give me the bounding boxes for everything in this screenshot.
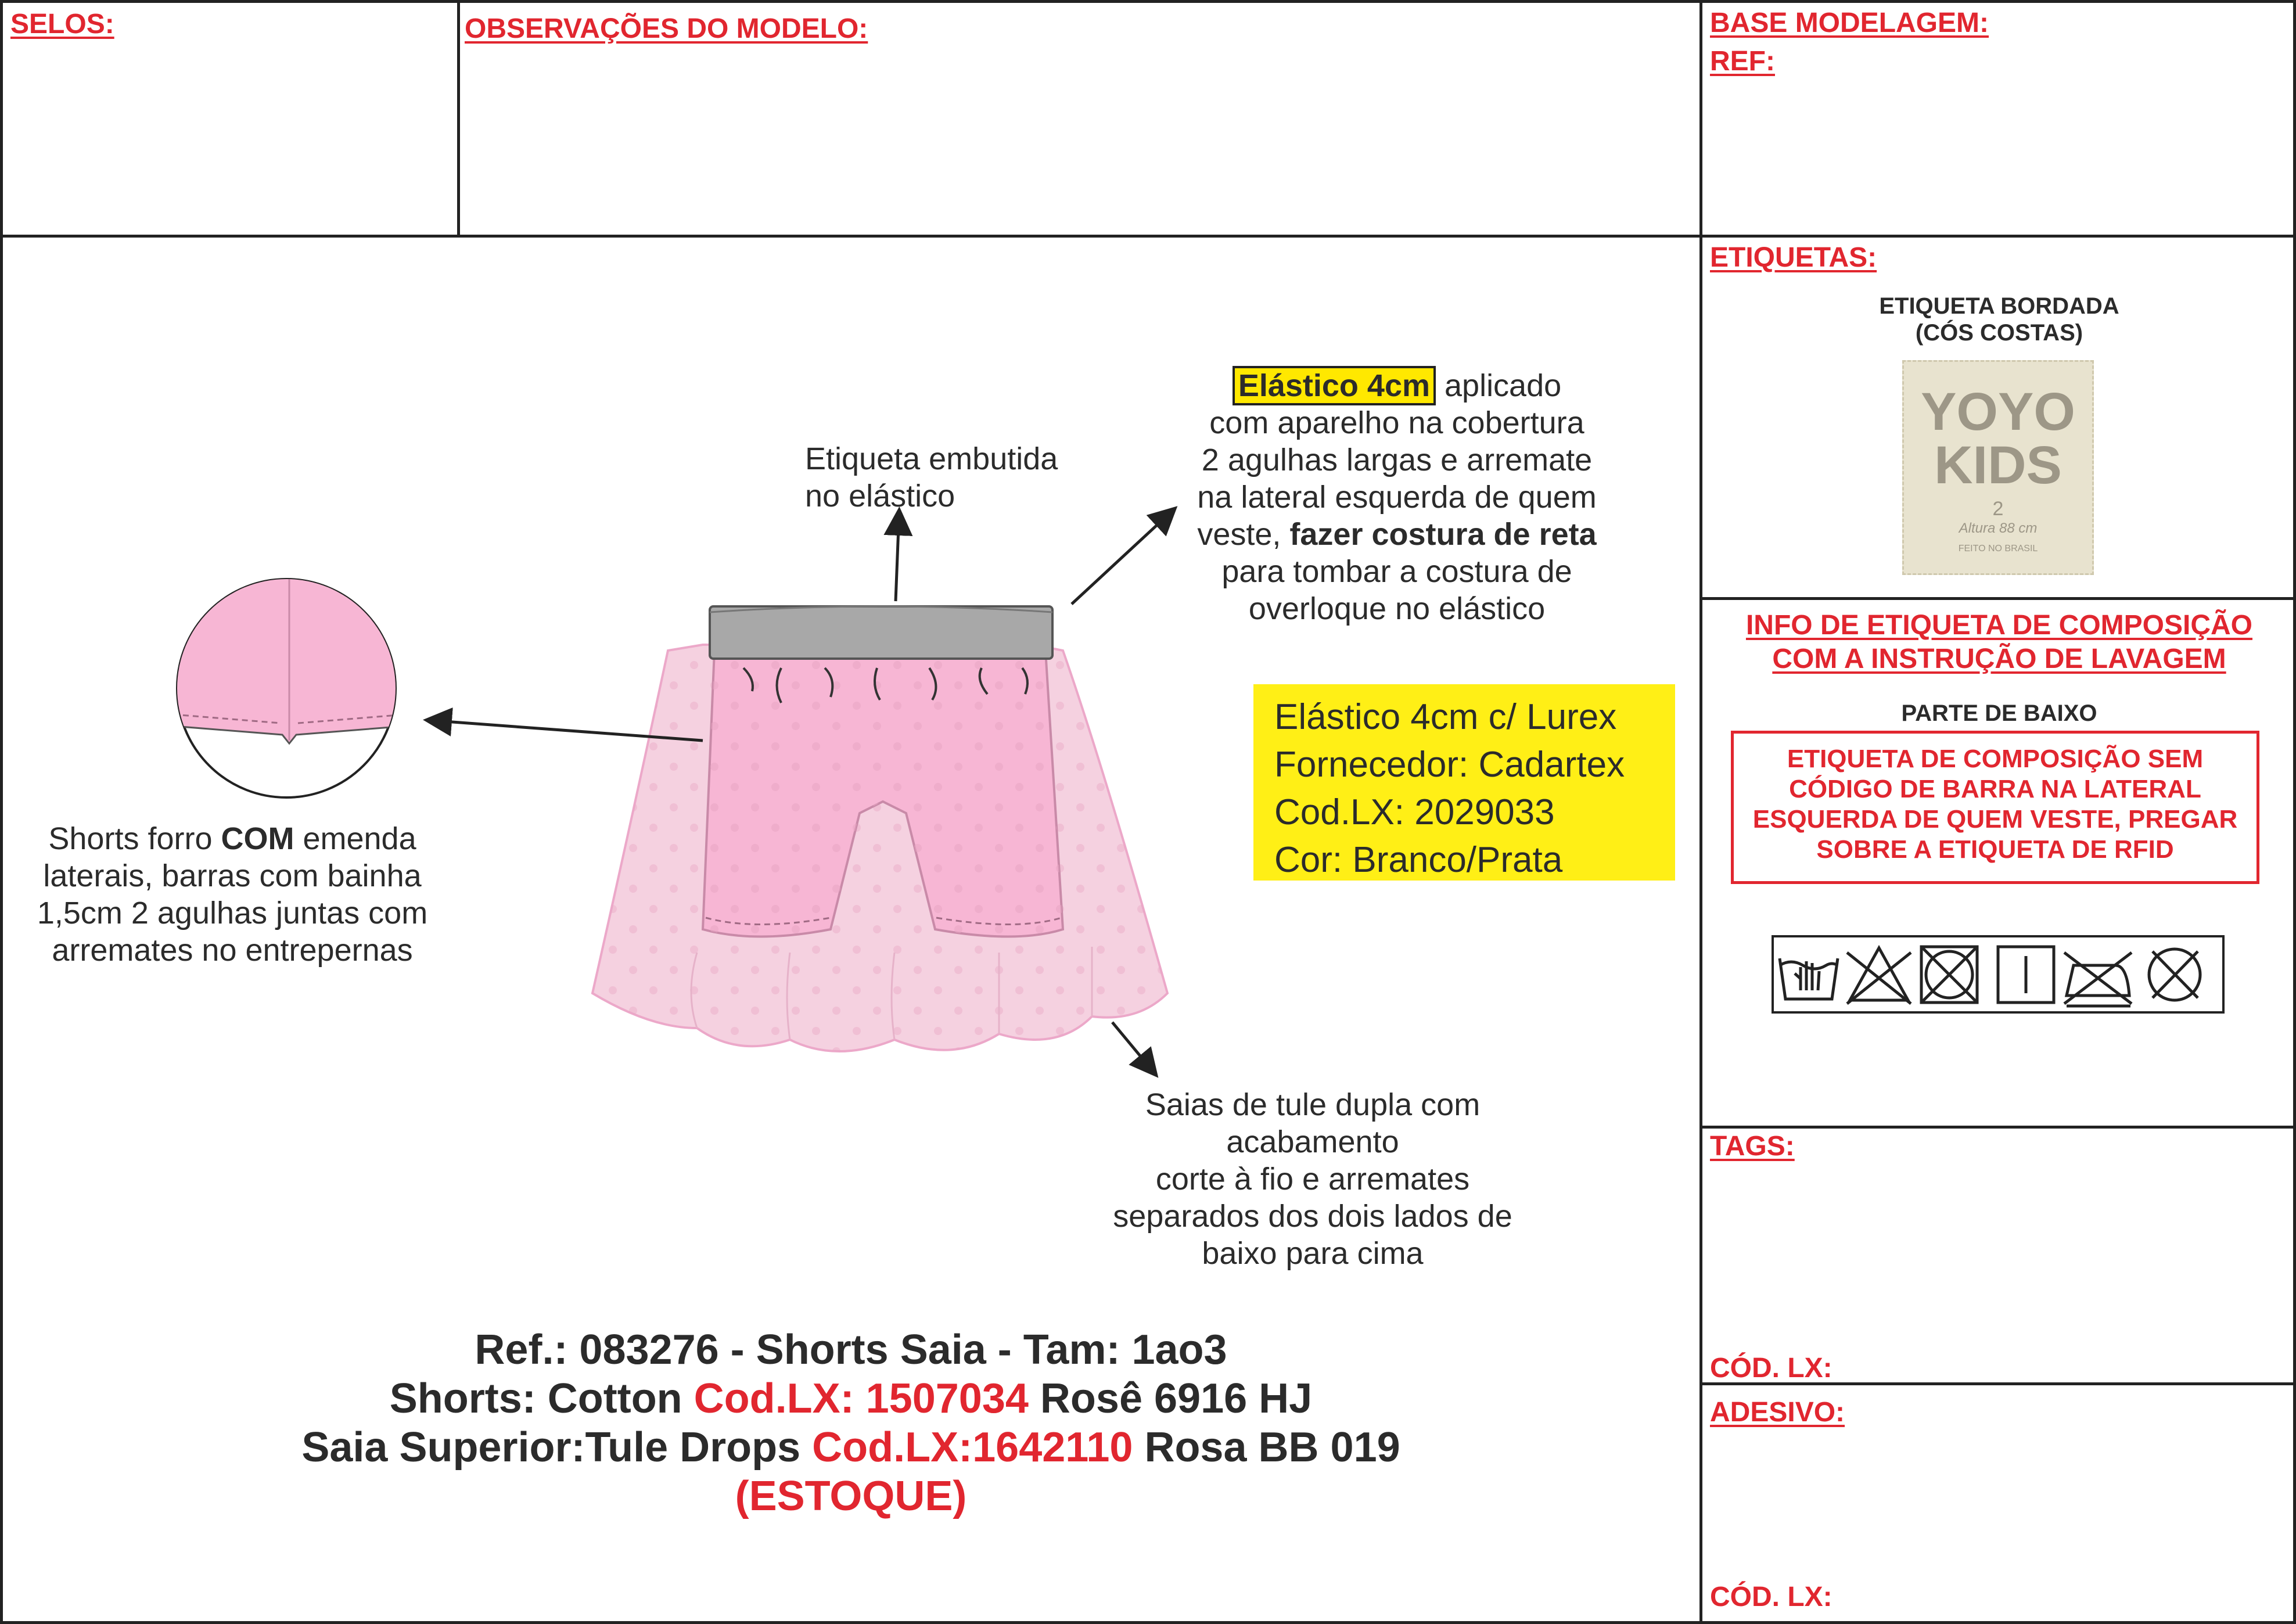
- product-info: [0, 1325, 1702, 1521]
- note-etiqueta-line2: no elástico: [805, 479, 955, 513]
- supplier-line-3: Cod.LX: 2029033: [1274, 792, 1555, 832]
- sidebar-row-3: [1699, 1126, 2296, 1129]
- parte-de-baixo-label: PARTE DE BAIXO: [1901, 700, 2097, 726]
- cos-costas-note: (CÓS COSTAS): [1915, 320, 2083, 346]
- composicao-warning-box: [1731, 731, 2259, 884]
- shorts-forro-line-3: arremates no entrepernas: [52, 933, 413, 968]
- label-brand-line1: YOYO: [1921, 382, 2075, 441]
- info-composicao-line1: INFO DE ETIQUETA DE COMPOSIÇÃO: [1745, 610, 2253, 641]
- observacoes-header: OBSERVAÇÕES DO MODELO:: [465, 13, 868, 44]
- composicao-line-1: ETIQUETA DE COMPOSIÇÃO SEM: [1787, 745, 2204, 773]
- product-saia-line: [0, 1423, 1702, 1472]
- note-etiqueta-embutida: [805, 440, 1058, 515]
- shorts-forro-prefix: Shorts forro: [48, 821, 221, 856]
- base-modelagem-header: BASE MODELAGEM:: [1710, 8, 1989, 38]
- note-saias: [1077, 1086, 1548, 1272]
- etiqueta-bordada-title: ETIQUETA BORDADA: [1879, 293, 2119, 319]
- etiqueta-bordada-label: [1702, 293, 2296, 346]
- shorts-code: Cod.LX: 1507034: [694, 1375, 1029, 1422]
- etiquetas-header: ETIQUETAS:: [1710, 242, 1877, 273]
- supplier-line-1: Elástico 4cm c/ Lurex: [1274, 697, 1617, 737]
- supplier-line-2: Fornecedor: Cadartex: [1274, 745, 1625, 785]
- elastico-line-5: overloque no elástico: [1248, 591, 1546, 626]
- cod-lx-tags: CÓD. LX:: [1710, 1353, 1833, 1384]
- label-height: Altura 88 cm: [1959, 520, 2038, 536]
- saia-material: Saia Superior:Tule Drops: [301, 1424, 813, 1471]
- product-shorts-line: [0, 1374, 1702, 1423]
- composicao-line-3: ESQUERDA DE QUEM VESTE, PREGAR: [1752, 805, 2238, 833]
- elastico-line-3: na lateral esquerda de quem: [1197, 480, 1597, 515]
- saias-line-3: corte à fio e arremates: [1155, 1162, 1470, 1197]
- product-ref-line: Ref.: 083276 - Shorts Saia - Tam: 1ao3: [475, 1327, 1227, 1373]
- saias-line-4: separados dos dois lados de: [1113, 1199, 1512, 1234]
- supplier-info-box: [1253, 684, 1675, 881]
- sidebar-row-2: [1699, 597, 2296, 600]
- arrow-saias: [1112, 1022, 1155, 1073]
- label-origin: FEITO NO BRASIL: [1958, 544, 2038, 554]
- veste-bold: fazer costura de reta: [1289, 517, 1597, 552]
- woven-label-image: [1902, 360, 2094, 575]
- label-brand-line2: KIDS: [1934, 436, 2062, 495]
- adesivo-header: ADESIVO:: [1710, 1397, 1845, 1428]
- sidebar-row-1: [1699, 235, 2296, 238]
- saias-line-1: Saias de tule dupla com: [1145, 1087, 1481, 1122]
- saias-line-5: baixo para cima: [1202, 1236, 1424, 1271]
- composicao-line-4: SOBRE A ETIQUETA DE RFID: [1816, 835, 2174, 864]
- tags-header: TAGS:: [1710, 1131, 1795, 1162]
- note-shorts-forro: [12, 820, 453, 969]
- composicao-line-2: CÓDIGO DE BARRA NA LATERAL: [1789, 775, 2201, 803]
- arrow-shorts-forro: [429, 720, 703, 741]
- elastico-rest: aplicado: [1436, 368, 1562, 403]
- elastico-line-4: para tombar a costura de: [1221, 554, 1572, 589]
- shorts-forro-suffix: emenda: [294, 821, 416, 856]
- supplier-line-4: Cor: Branco/Prata: [1274, 840, 1563, 880]
- shorts-color: Rosê 6916 HJ: [1028, 1375, 1313, 1422]
- note-etiqueta-line1: Etiqueta embutida: [805, 441, 1058, 476]
- elastico-highlight: Elástico 4cm: [1233, 366, 1436, 405]
- saias-line-2: acabamento: [1226, 1124, 1399, 1159]
- veste-prefix: veste,: [1197, 517, 1290, 552]
- elastico-line-1: com aparelho na cobertura: [1209, 405, 1584, 440]
- ref-header: REF:: [1710, 46, 1775, 77]
- shorts-forro-line-1: laterais, barras com bainha: [43, 858, 422, 893]
- label-size: 2: [1992, 498, 2004, 520]
- info-composicao-header: [1702, 609, 2296, 676]
- note-elastico: [1153, 367, 1641, 627]
- arrow-etiqueta: [896, 512, 899, 601]
- elastico-line-2: 2 agulhas largas e arremate: [1201, 443, 1593, 477]
- selos-header: SELOS:: [10, 9, 114, 39]
- estoque-note: (ESTOQUE): [735, 1473, 967, 1519]
- shorts-forro-bold: COM: [221, 821, 294, 856]
- shorts-material: Shorts: Cotton: [389, 1375, 694, 1422]
- cod-lx-adesivo: CÓD. LX:: [1710, 1582, 1833, 1612]
- care-symbols-strip: [1772, 935, 2225, 1014]
- saia-color: Rosa BB 019: [1133, 1424, 1400, 1471]
- saia-code: Cod.LX:1642110: [812, 1424, 1133, 1471]
- info-composicao-line2: COM A INSTRUÇÃO DE LAVAGEM: [1772, 644, 2226, 674]
- shorts-forro-line-2: 1,5cm 2 agulhas juntas com: [37, 896, 428, 930]
